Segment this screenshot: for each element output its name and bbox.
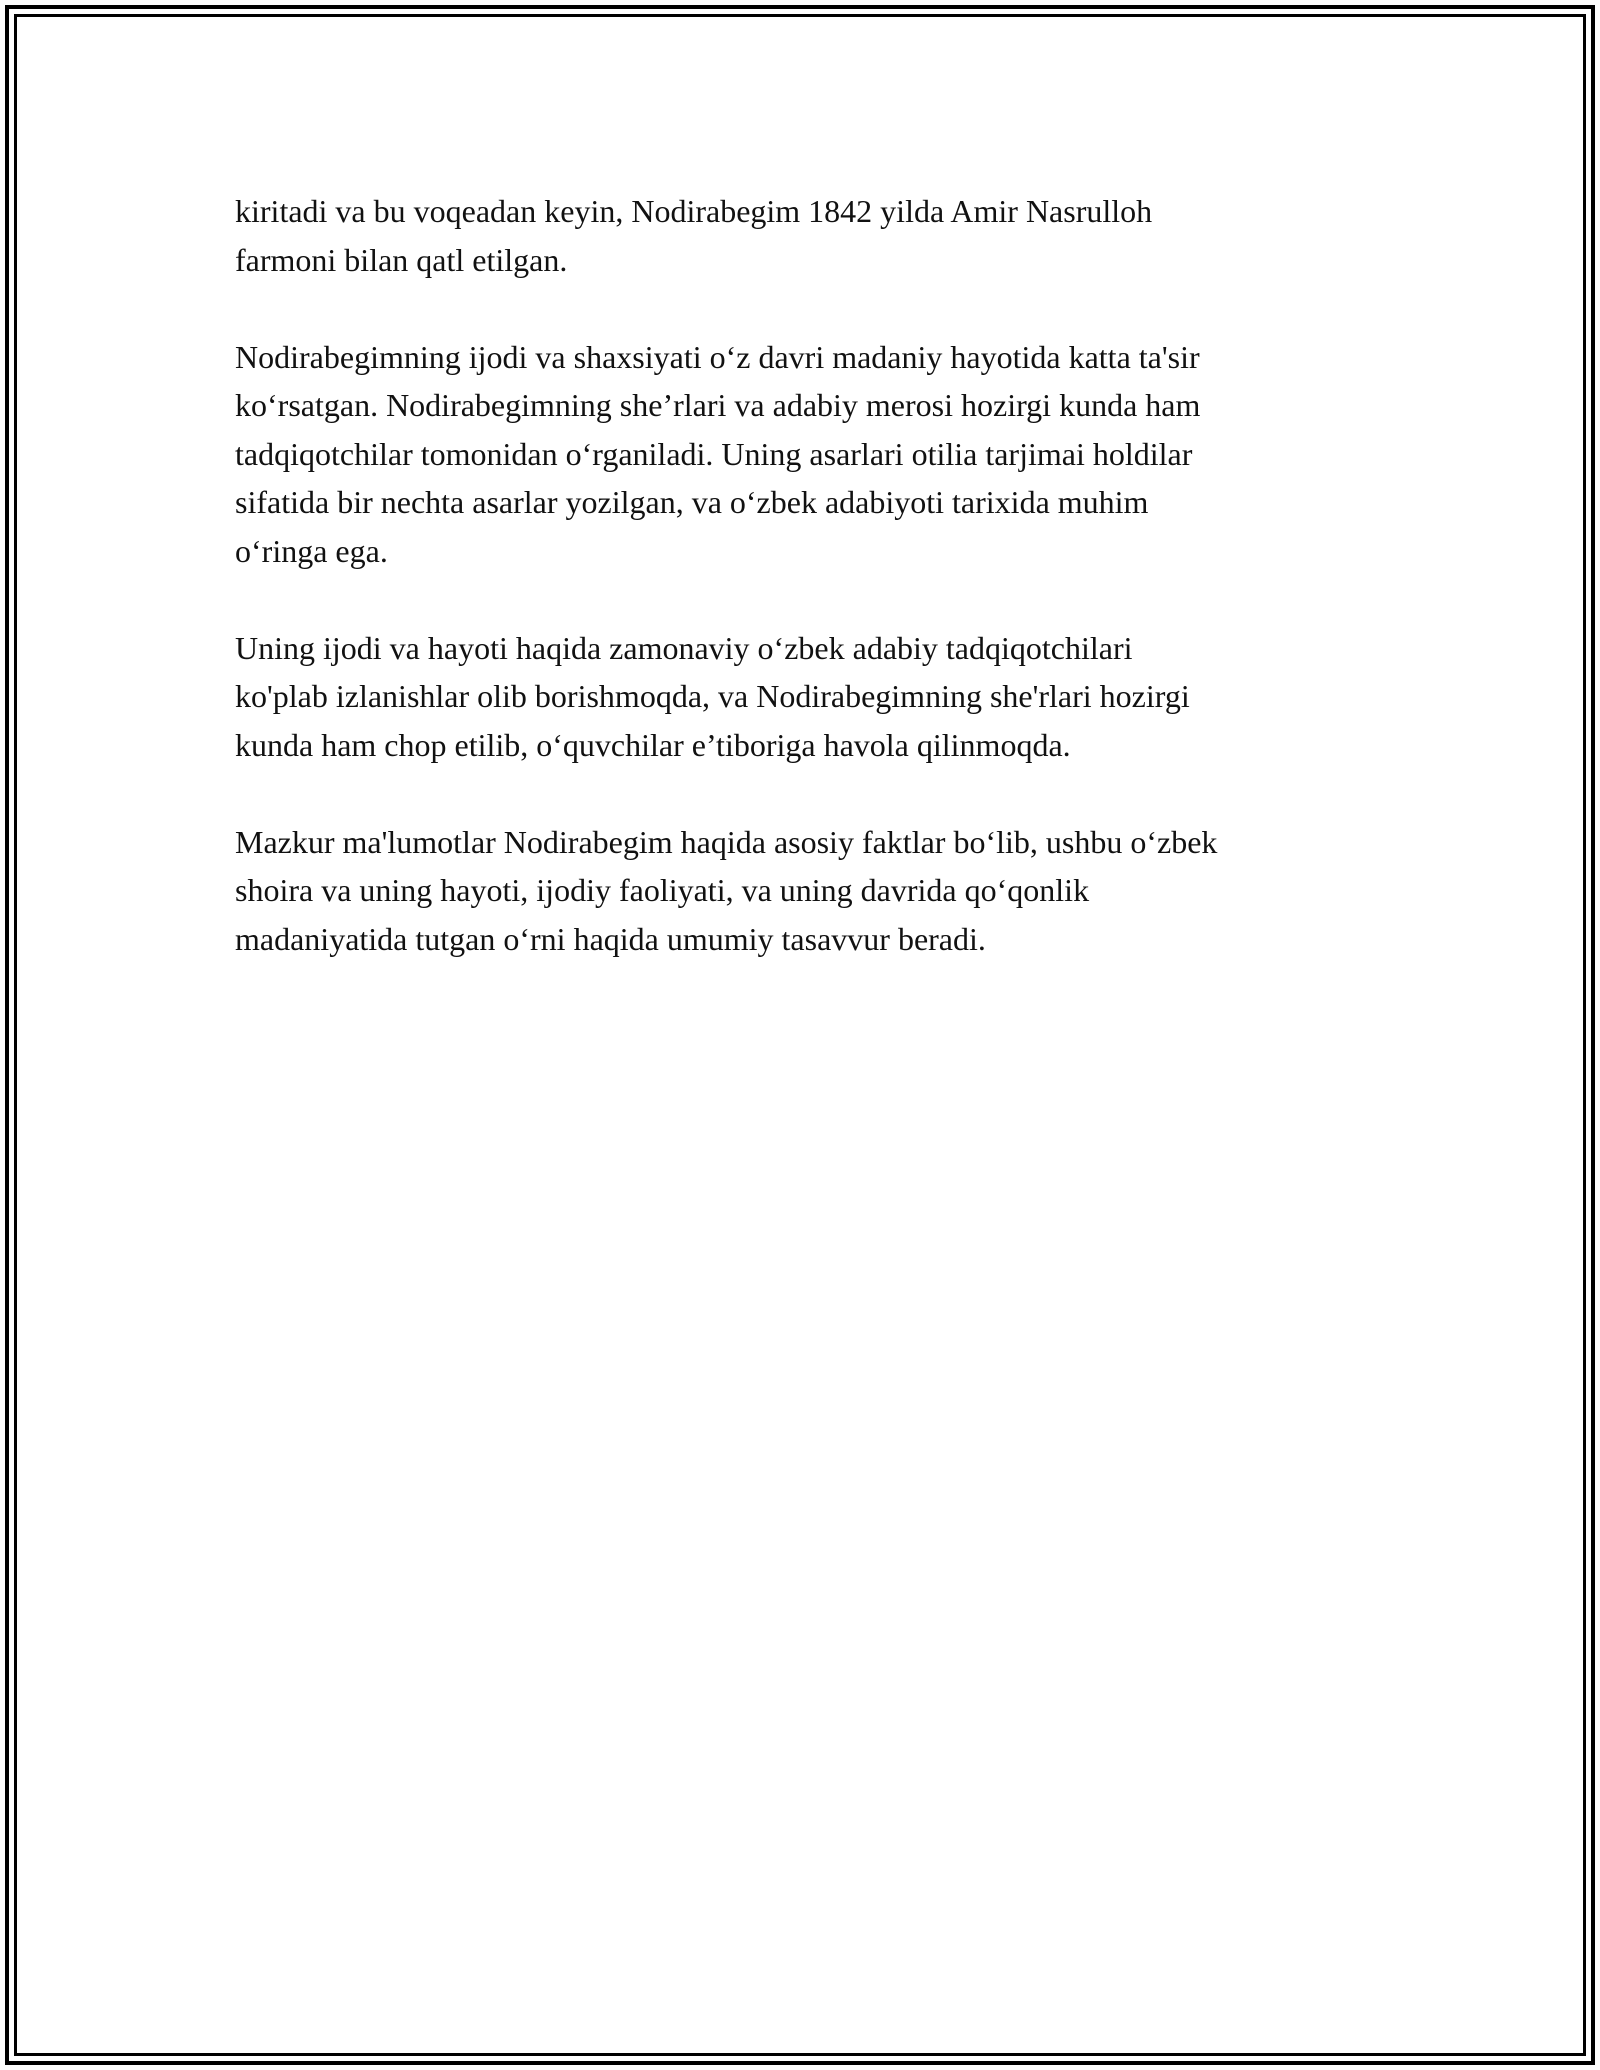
paragraph-execution: kiritadi va bu voqeadan keyin, Nodirabegim 1842 yilda Amir Nasrulloh farmoni bilan qatl etilgan.	[235, 193, 1153, 278]
paragraph-legacy: Nodirabegimning ijodi va shaxsiyati o‘z davri madaniy hayotida katta ta'sir ko‘rsatgan. Nodirabegimning she’rlari va adabiy merosi hozirgi kunda ham tadqiqotchilar tomonidan o‘rganiladi. Uning asarlari otilia tarjimai holdilar sifatida bir nechta asarlar yozilgan, va o‘zbek adabiyoti tarixida muhim o‘ringa ega.	[235, 338, 1201, 569]
paragraph-research: Uning ijodi va hayoti haqida zamonaviy o‘zbek adabiy tadqiqotchilari ko'plab izlanishlar olib borishmoqda, va Nodirabegimning she'rlari hozirgi kunda ham chop etilib, o‘quvchilar e’tiboriga havola qilinmoqda.	[235, 629, 1190, 763]
paragraph-summary: Mazkur ma'lumotlar Nodirabegim haqida asosiy faktlar bo‘lib, ushbu o‘zbek shoira va uning hayoti, ijodiy faoliyati, va uning davrida qo‘qonlik madaniyatida tutgan o‘rni haqida umumiy tasavvur beradi.	[235, 823, 1218, 957]
document-body	[235, 187, 1395, 1012]
